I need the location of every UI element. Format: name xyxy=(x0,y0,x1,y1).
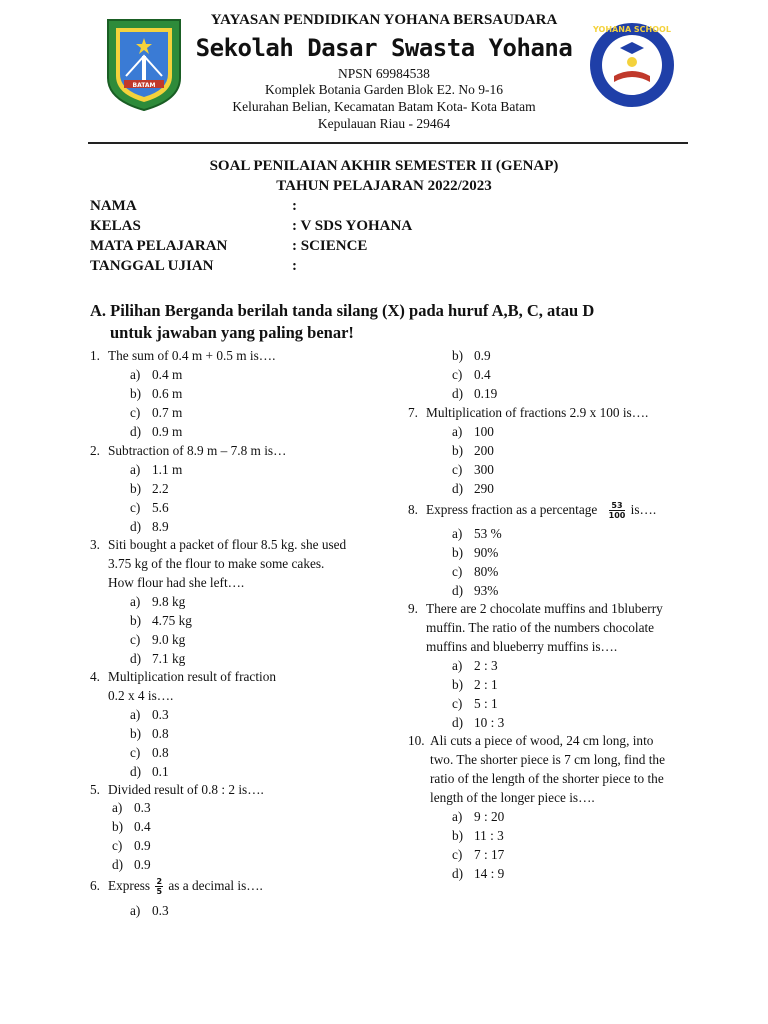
question-4: 4. Multiplication result of fraction 0.2 x 4 is…. xyxy=(90,669,277,703)
foundation-name: YAYASAN PENDIDIKAN YOHANA BERSAUDARA xyxy=(210,12,558,28)
info-label-class: KELAS xyxy=(90,218,141,234)
question-9: 9. There are 2 chocolate muffins and 1bluberry muffin. The ratio of the numbers chocolate muffins and blueberry muffins is…. xyxy=(408,601,663,654)
question-2: 2. Subtraction of 8.9 m – 7.8 m is… xyxy=(90,443,287,458)
question-10: 10. Ali cuts a piece of wood, 24 cm long, into two. The shorter piece is 7 cm long, find the ratio of the length of the shorter piece to the length of the longer piece is…. xyxy=(408,733,665,805)
option-6c[interactable]: c) 0.4 xyxy=(452,367,491,382)
option-6a[interactable]: a) 0.3 xyxy=(130,903,169,918)
option-2b[interactable]: b) 2.2 xyxy=(130,481,169,496)
info-label-name: NAMA xyxy=(90,198,137,214)
option-5c[interactable]: c) 0.9 xyxy=(112,838,151,853)
question-8: 8. Express fraction as a percentage $\frac{53}{100}$ is…. xyxy=(408,501,657,521)
option-1c[interactable]: c) 0.7 m xyxy=(130,405,183,420)
option-7a[interactable]: a) 100 xyxy=(452,424,494,439)
question-3: 3. Siti bought a packet of flour 8.5 kg. she used 3.75 kg of the flour to make some cakes. How flour had she left…. xyxy=(90,537,347,590)
question-7: 7. Multiplication of fractions 2.9 x 100 is…. xyxy=(408,405,649,420)
option-2a[interactable]: a) 1.1 m xyxy=(130,462,183,477)
exam-year: TAHUN PELAJARAN 2022/2023 xyxy=(276,178,492,194)
option-7c[interactable]: c) 300 xyxy=(452,462,494,477)
option-10d[interactable]: d) 14 : 9 xyxy=(452,866,505,881)
option-3c[interactable]: c) 9.0 kg xyxy=(130,632,186,647)
info-value-subject: : SCIENCE xyxy=(292,238,368,254)
npsn: NPSN 69984538 xyxy=(338,66,430,81)
info-value-date: : xyxy=(292,258,297,274)
option-1a[interactable]: a) 0.4 m xyxy=(130,367,183,382)
option-6d[interactable]: d) 0.19 xyxy=(452,386,498,401)
logo-caption: YOHANA SCHOOL xyxy=(593,25,671,34)
section-heading-line1: A. Pilihan Berganda berilah tanda silang (X) pada huruf A,B, C, atau D xyxy=(90,301,595,320)
question-6: 6. Express $\frac{2}{5}$ as a decimal is…. xyxy=(90,877,263,897)
logo-caption: BATAM xyxy=(132,82,156,89)
school-name: Sekolah Dasar Swasta Yohana xyxy=(195,34,573,62)
option-7d[interactable]: d) 290 xyxy=(452,481,494,496)
info-value-name: : xyxy=(292,198,297,214)
address-line-2: Kelurahan Belian, Kecamatan Batam Kota- Kota Batam xyxy=(232,99,536,114)
option-8d[interactable]: d) 93% xyxy=(452,583,499,598)
option-3b[interactable]: b) 4.75 kg xyxy=(130,613,192,628)
option-4d[interactable]: d) 0.1 xyxy=(130,764,169,779)
fraction-53-100: $\frac{53}{100}$ xyxy=(608,501,626,521)
option-3d[interactable]: d) 7.1 kg xyxy=(130,651,186,666)
option-9d[interactable]: d) 10 : 3 xyxy=(452,715,505,730)
option-8a[interactable]: a) 53 % xyxy=(452,526,502,541)
option-1d[interactable]: d) 0.9 m xyxy=(130,424,183,439)
option-5b[interactable]: b) 0.4 xyxy=(112,819,151,834)
option-8c[interactable]: c) 80% xyxy=(452,564,499,579)
option-10b[interactable]: b) 11 : 3 xyxy=(452,828,504,843)
option-5d[interactable]: d) 0.9 xyxy=(112,857,151,872)
address-line-1: Komplek Botania Garden Blok E2. No 9-16 xyxy=(264,82,504,97)
info-label-date: TANGGAL UJIAN xyxy=(90,258,214,274)
option-9b[interactable]: b) 2 : 1 xyxy=(452,677,498,692)
option-8b[interactable]: b) 90% xyxy=(452,545,499,560)
fraction-2-5: $\frac{2}{5}$ xyxy=(156,877,163,897)
address-line-3: Kepulauan Riau - 29464 xyxy=(317,116,451,131)
section-heading-line2: untuk jawaban yang paling benar! xyxy=(110,323,354,342)
option-2d[interactable]: d) 8.9 xyxy=(130,519,169,534)
option-4c[interactable]: c) 0.8 xyxy=(130,745,169,760)
option-4b[interactable]: b) 0.8 xyxy=(130,726,169,741)
option-2c[interactable]: c) 5.6 xyxy=(130,500,169,515)
question-1: 1. The sum of 0.4 m + 0.5 m is…. xyxy=(90,348,276,363)
section-heading xyxy=(90,300,690,344)
option-10c[interactable]: c) 7 : 17 xyxy=(452,847,505,862)
option-9c[interactable]: c) 5 : 1 xyxy=(452,696,498,711)
option-5a[interactable]: a) 0.3 xyxy=(112,800,151,815)
option-10a[interactable]: a) 9 : 20 xyxy=(452,809,505,824)
option-7b[interactable]: b) 200 xyxy=(452,443,494,458)
option-1b[interactable]: b) 0.6 m xyxy=(130,386,183,401)
option-9a[interactable]: a) 2 : 3 xyxy=(452,658,498,673)
option-3a[interactable]: a) 9.8 kg xyxy=(130,594,186,609)
option-4a[interactable]: a) 0.3 xyxy=(130,707,169,722)
exam-title: SOAL PENILAIAN AKHIR SEMESTER II (GENAP) xyxy=(209,158,559,174)
option-6b[interactable]: b) 0.9 xyxy=(452,348,491,363)
question-5: 5. Divided result of 0.8 : 2 is…. xyxy=(90,782,264,797)
info-value-class: : V SDS YOHANA xyxy=(292,218,413,234)
header-divider xyxy=(88,142,688,144)
info-label-subject: MATA PELAJARAN xyxy=(90,238,228,254)
